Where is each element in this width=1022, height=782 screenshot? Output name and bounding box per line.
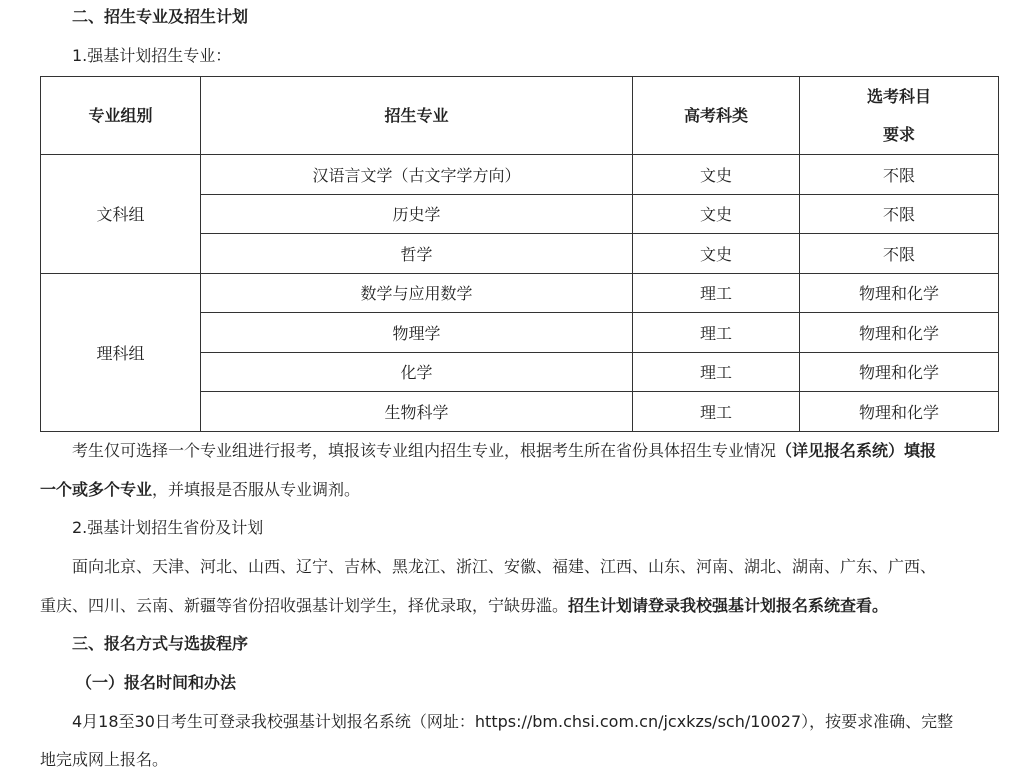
subject-cell: 不限 <box>800 234 999 274</box>
group-cell-arts: 文科组 <box>41 155 201 274</box>
header-group: 专业组别 <box>41 77 201 155</box>
registration-line1: 4月18至30日考生可登录我校强基计划报名系统（网址：https://bm.chsi.com.cn/jcxkzs/sch/10027），按要求准确、完整 <box>72 712 954 731</box>
major-cell: 化学 <box>201 352 633 392</box>
subject-cell: 不限 <box>800 155 999 195</box>
subject-cell: 物理和化学 <box>800 313 999 353</box>
note-line1-text: 考生仅可选择一个专业组进行报考，填报该专业组内招生专业，根据考生所在省份具体招生专业情况 <box>72 441 777 460</box>
major-cell: 历史学 <box>201 194 633 234</box>
category-cell: 理工 <box>633 352 800 392</box>
category-cell: 文史 <box>633 194 800 234</box>
note-line2 <box>40 479 360 501</box>
note-line2-text: ，并填报是否服从专业调剂。 <box>152 480 361 499</box>
subject-cell: 物理和化学 <box>800 392 999 432</box>
admission-majors-table <box>40 76 999 432</box>
category-cell: 文史 <box>633 234 800 274</box>
category-cell: 理工 <box>633 273 800 313</box>
provinces-line2-text: 重庆、四川、云南、新疆等省份招收强基计划学生，择优录取，宁缺毋滥。 <box>40 596 569 615</box>
table-header-row <box>41 77 999 155</box>
header-subject-line1: 选考科目 <box>866 86 931 106</box>
note-line1 <box>72 440 936 462</box>
note-line1-emphasis: （详见报名系统）填报 <box>776 441 937 460</box>
major-cell: 物理学 <box>201 313 633 353</box>
major-cell: 数学与应用数学 <box>201 273 633 313</box>
table-row <box>41 155 999 195</box>
section2-title: 二、招生专业及招生计划 <box>72 7 249 26</box>
header-major: 招生专业 <box>201 77 633 155</box>
category-cell: 文史 <box>633 155 800 195</box>
section3-title: 三、报名方式与选拔程序 <box>72 634 249 653</box>
group-cell-science: 理科组 <box>41 273 201 431</box>
provinces-line2 <box>40 595 888 617</box>
sub1-title: 1.强基计划招生专业： <box>72 46 232 65</box>
major-cell: 生物科学 <box>201 392 633 432</box>
subject-cell: 物理和化学 <box>800 273 999 313</box>
note-line2-emphasis: 一个或多个专业 <box>40 480 153 499</box>
major-cell: 哲学 <box>201 234 633 274</box>
header-subject <box>800 77 999 155</box>
subject-cell: 不限 <box>800 194 999 234</box>
major-cell: 汉语言文学（古文字学方向） <box>201 155 633 195</box>
provinces-line2-emphasis: 招生计划请登录我校强基计划报名系统查看。 <box>568 596 889 615</box>
subject-cell: 物理和化学 <box>800 352 999 392</box>
table-row <box>41 273 999 313</box>
registration-line2: 地完成网上报名。 <box>40 750 169 769</box>
provinces-line1: 面向北京、天津、河北、山西、辽宁、吉林、黑龙江、浙江、安徽、福建、江西、山东、河南、湖北、湖南、广东、广西、 <box>72 557 937 576</box>
sub2-title: 2.强基计划招生省份及计划 <box>72 518 264 537</box>
sub3-title: （一）报名时间和办法 <box>76 673 237 692</box>
category-cell: 理工 <box>633 392 800 432</box>
header-subject-line2: 要求 <box>882 124 915 144</box>
category-cell: 理工 <box>633 313 800 353</box>
header-category: 高考科类 <box>633 77 800 155</box>
